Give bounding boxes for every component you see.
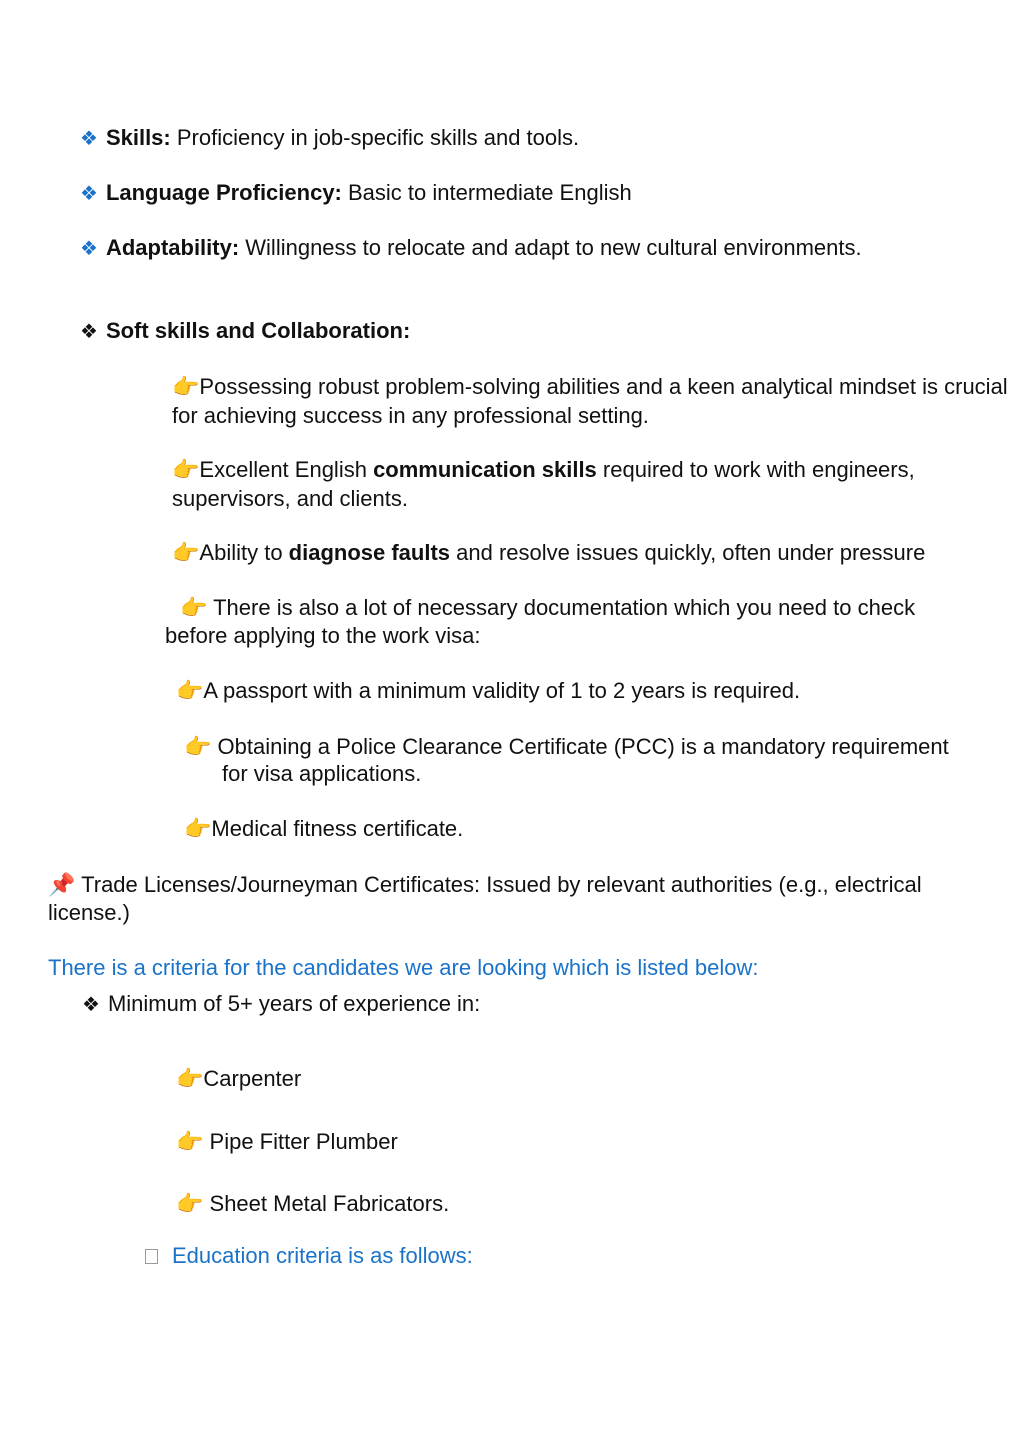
pointing-hand-icon: 👉 — [172, 375, 200, 400]
trade-item-text: Sheet Metal Fabricators. — [203, 1191, 450, 1216]
experience-text: Minimum of 5+ years of experience in: — [107, 991, 481, 1016]
soft-skill-text-post: and resolve issues quickly, often under pressure — [450, 540, 926, 565]
requirement-adaptability — [80, 234, 862, 263]
diamond-bullet-icon: ❖ — [80, 238, 98, 260]
document-item-pcc — [184, 733, 949, 762]
document-item-text: Medical fitness certificate. — [211, 816, 464, 841]
requirement-label: Language Proficiency: — [105, 180, 342, 205]
pointing-hand-icon: 👉 — [176, 1130, 204, 1155]
experience-requirement — [82, 990, 480, 1019]
pointing-hand-icon: 👉 — [176, 1067, 204, 1092]
soft-skills-heading — [80, 317, 410, 346]
soft-skill-text-bold: diagnose faults — [288, 540, 451, 565]
requirement-text: Willingness to relocate and adapt to new cultural environments. — [239, 235, 862, 260]
pointing-hand-icon: 👉 — [176, 1192, 204, 1217]
pointing-hand-icon: 👉 — [184, 817, 212, 842]
soft-skill-item-diagnose — [172, 539, 925, 568]
soft-skill-text-bold: communication skills — [373, 457, 597, 482]
education-heading: Education criteria is as follows: — [172, 1243, 473, 1268]
pointing-hand-icon: 👉 — [184, 735, 212, 760]
documentation-intro-continued — [165, 622, 481, 650]
section-heading: Soft skills and Collaboration: — [105, 318, 411, 343]
trade-license-note-continued — [48, 899, 130, 927]
trade-item-pipe-fitter — [176, 1128, 398, 1157]
pushpin-icon: 📌 — [48, 873, 76, 898]
requirement-label: Skills: — [105, 125, 171, 150]
pointing-hand-icon: 👉 — [176, 679, 204, 704]
requirement-skills — [80, 124, 579, 153]
documentation-intro-text: before applying to the work visa: — [165, 623, 481, 648]
trade-item-sheet-metal — [176, 1190, 449, 1219]
documentation-intro-text: There is also a lot of necessary documentation which you need to check — [207, 595, 916, 620]
diamond-bullet-icon: ❖ — [80, 128, 98, 150]
trade-item-text: Pipe Fitter Plumber — [203, 1129, 398, 1154]
trade-license-text: Trade Licenses/Journeyman Certificates: Issued by relevant authorities (e.g., electrical — [75, 872, 922, 897]
requirement-label: Adaptability: — [105, 235, 240, 260]
document-item-text: A passport with a minimum validity of 1 to 2 years is required. — [203, 678, 801, 703]
trade-item-text: Carpenter — [203, 1066, 302, 1091]
pointing-hand-icon: 👉 — [172, 541, 200, 566]
document-item-medical — [184, 815, 463, 844]
requirement-text: Proficiency in job-specific skills and tools. — [170, 125, 580, 150]
soft-skill-text-post: required to work with engineers, supervisors, and clients. — [172, 457, 915, 511]
pointing-hand-icon: 👉 — [172, 458, 200, 483]
soft-skill-item-communication — [172, 456, 1007, 513]
requirement-language — [80, 179, 632, 208]
checkbox-bullet-icon — [145, 1249, 158, 1264]
document-item-text: Obtaining a Police Clearance Certificate (PCC) is a mandatory requirement — [211, 734, 949, 759]
document-item-passport — [176, 677, 800, 706]
diamond-bullet-icon: ❖ — [80, 183, 98, 205]
trade-license-text: license.) — [48, 900, 130, 925]
trade-license-note — [48, 871, 922, 900]
document-item-text: for visa applications. — [222, 761, 422, 786]
document-item-pcc-continued — [222, 760, 421, 788]
trade-item-carpenter — [176, 1065, 301, 1094]
documentation-intro — [180, 594, 915, 623]
soft-skill-text: Possessing robust problem-solving abilities and a keen analytical mindset is crucial for achieving success in any professional setting. — [172, 374, 1008, 428]
diamond-bullet-icon: ❖ — [82, 994, 100, 1016]
diamond-bullet-icon: ❖ — [80, 321, 98, 343]
soft-skill-text-pre: Excellent English — [199, 457, 374, 482]
pointing-hand-icon: 👉 — [180, 596, 208, 621]
soft-skill-item-problem-solving — [172, 373, 1017, 430]
education-heading-row — [145, 1242, 473, 1270]
criteria-heading: There is a criteria for the candidates we are looking which is listed below: — [48, 955, 759, 980]
requirement-text: Basic to intermediate English — [341, 180, 632, 205]
soft-skill-text-pre: Ability to — [199, 540, 289, 565]
